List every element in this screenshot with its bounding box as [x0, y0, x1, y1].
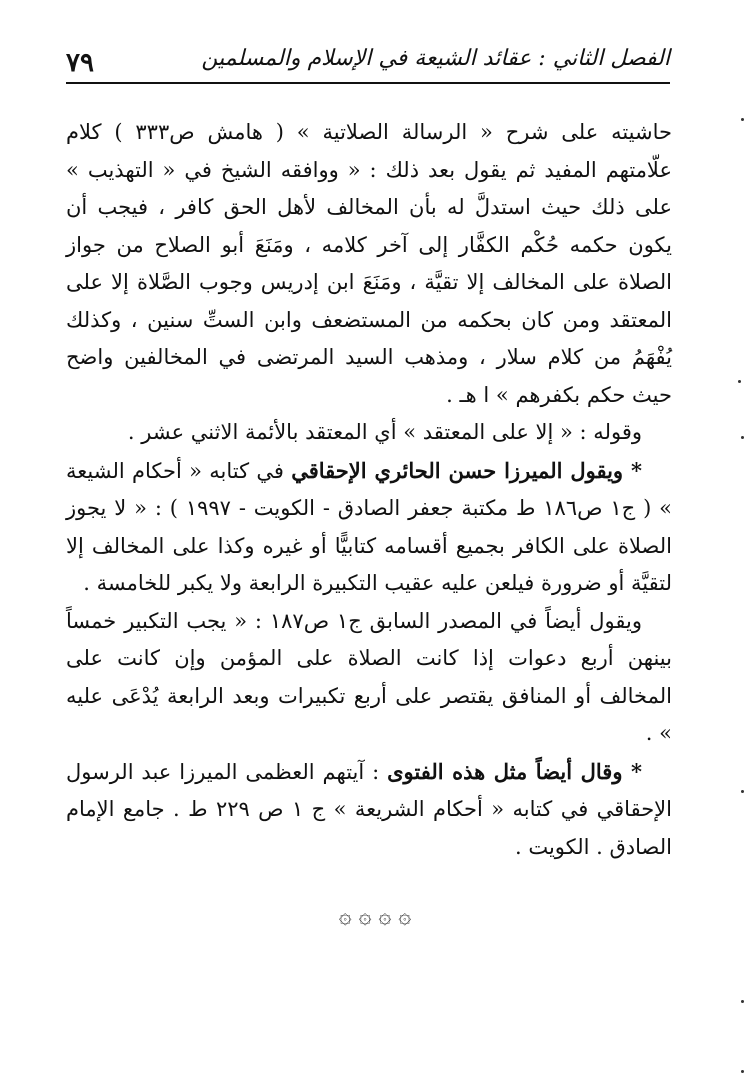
page-header	[66, 40, 670, 88]
margin-mark	[741, 436, 744, 439]
page-body	[66, 114, 672, 866]
paragraph-2	[66, 414, 672, 452]
paragraph-2-text: وقوله : « إلا على المعتقد » أي المعتقد بالأئمة الاثني عشر .	[127, 420, 642, 444]
paragraph-4-text: ويقول أيضاً في المصدر السابق ج١ ص١٨٧ : « يجب التكبير خمساً بينهن أربع دعوات إذا كانت الصلاة على المؤمن وإن كانت على المخالف أو المنافق يقتصر على أربع تكبيرات وبعد الرابعة يُدْعَى عليه » .	[66, 608, 672, 745]
paragraph-3-text: في كتابه « أحكام الشيعة » ( ج١ ص١٨٦ ط مكتبة جعفر الصادق - الكويت - ١٩٩٧ ) : « لا يجوز الصلاة على الكافر بجميع أقسامه كتابيًّا أو غيره وكذا على المخالف إلا لتقيَّة أو ضرورة فيلعن عليه عقيب التكبيرة الرابعة ولا يكبر للخامسة .	[66, 458, 673, 595]
margin-mark	[741, 118, 744, 121]
margin-mark	[741, 1000, 744, 1003]
margin-mark	[741, 1070, 744, 1073]
paragraph-5-lead: * وقال أيضاً مثل هذه الفتوى	[387, 758, 642, 784]
paragraph-1	[66, 114, 672, 414]
page-number: ٧٩	[66, 48, 94, 78]
paragraph-3-lead: * ويقول الميرزا حسن الحائري الإحقاقي	[291, 457, 642, 483]
paragraph-4	[66, 603, 672, 753]
paragraph-3	[66, 452, 672, 603]
paragraph-5	[66, 753, 672, 867]
section-ornament: ۞ ۞ ۞ ۞	[338, 904, 412, 929]
margin-mark	[738, 380, 741, 383]
margin-mark	[741, 790, 744, 793]
header-rule	[66, 82, 670, 84]
paragraph-5-text: : آيتهم العظمى الميرزا عبد الرسول الإحقاقي في كتابه « أحكام الشريعة » ج ١ ص ٢٢٩ ط . جامع الإمام الصادق . الكويت .	[66, 759, 672, 859]
paragraph-1-text: حاشيته على شرح « الرسالة الصلاتية » ( هامش ص٣٣٣ ) كلام علّامتهم المفيد ثم يقول بعد ذلك : « ووافقه الشيخ في « التهذيب » على ذلك حيث استدلَّ له بأن المخالف لأهل الحق كافر ، فيجب أن يكون حكمه حُكْم الكفَّار إلى آخر كلامه ، ومَنَعَ أبو الصلاح من جواز الصلاة على المخالف إلا تقيَّة ، ومَنَعَ ابن إدريس وجوب الصَّلاة إلا على المعتقد ومن كان بحكمه من المستضعف وابن الستِّ سنين ، وكذلك يُفْهَمُ من كلام سلار ، ومذهب السيد المرتضى في المخالفين واضح حيث حكم بكفرهم » ا هـ .	[66, 120, 672, 407]
chapter-title: الفصل الثاني : عقائد الشيعة في الإسلام والمسلمين	[201, 46, 670, 71]
